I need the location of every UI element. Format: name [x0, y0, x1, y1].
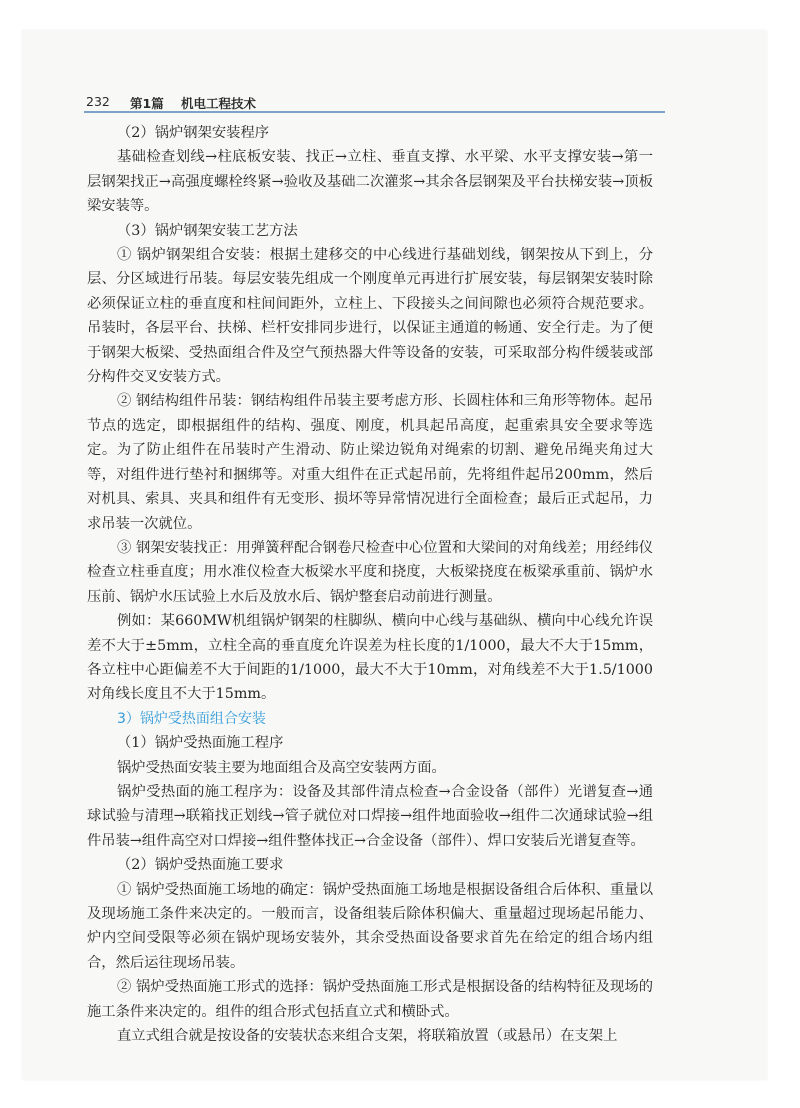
- paragraph: 例如：某660MW机组锅炉钢架的柱脚纵、横向中心线与基础纵、横向中心线允许误差不大于±5mm，立柱全高的垂直度允许误差为柱长度的1/1000，最大不大于15mm，各立柱中心距偏差不大于间距的1/1000，最大不大于10mm，对角线差不大于1.5/1000对角线长度且不大于15mm。: [87, 613, 653, 703]
- part-label: 第1篇: [130, 96, 164, 111]
- paragraph: 锅炉受热面安装主要为地面组合及高空安装两方面。: [117, 759, 446, 776]
- section-heading: 3）锅炉受热面组合安装: [117, 710, 266, 727]
- part-title: 机电工程技术: [181, 96, 257, 111]
- page-number: 232: [86, 94, 110, 109]
- subsection-heading: （2）锅炉受热面施工要求: [117, 857, 284, 874]
- paragraph: 锅炉受热面的施工程序为：设备及其部件清点检查→合金设备（部件）光谱复查→通球试验与清理→联箱找正划线→管子就位对口焊接→组件地面验收→组件二次通球试验→组件吊装→组件高空对口焊接→组件整体找正→合金设备（部件）、焊口安装后光谱复查等。: [87, 783, 653, 849]
- subsection-heading: （1）锅炉受热面施工程序: [117, 735, 284, 752]
- subsection-heading: （3）锅炉钢架安装工艺方法: [117, 222, 298, 239]
- body-text: [87, 121, 653, 1048]
- header-rule: [84, 111, 665, 113]
- paragraph: ① 锅炉钢架组合安装：根据土建移交的中心线进行基础划线，钢架按从下到上，分层、分区域进行吊装。每层安装先组成一个刚度单元再进行扩展安装，每层钢架安装时除必须保证立柱的垂直度和柱间间距外，立柱上、下段接头之间间隙也必须符合规范要求。吊装时，各层平台、扶梯、栏杆安排同步进行，以保证主通道的畅通、安全行走。为了便于钢架大板梁、受热面组合件及空气预热器大件等设备的安装，可采取部分构件缓装或部分构件交叉安装方式。: [87, 247, 653, 386]
- paragraph: ② 锅炉受热面施工形式的选择：锅炉受热面施工形式是根据设备的结构特征及现场的施工条件来决定的。组件的组合形式包括直立式和横卧式。: [87, 979, 653, 1020]
- paragraph: ③ 钢架安装找正：用弹簧秤配合钢卷尺检查中心位置和大梁间的对角线差；用经纬仪检查立柱垂直度；用水准仪检查大板梁水平度和挠度，大板梁挠度在板梁承重前、锅炉水压前、锅炉水压试验上水后及放水后、锅炉整套启动前进行测量。: [87, 539, 653, 605]
- subsection-heading: （2）锅炉钢架安装程序: [117, 125, 270, 141]
- paragraph: 直立式组合就是按设备的安装状态来组合支架，将联箱放置（或悬吊）在支架上: [117, 1028, 618, 1045]
- paragraph: ① 锅炉受热面施工场地的确定：锅炉受热面施工场地是根据设备组合后体积、重量以及现场施工条件来决定的。一般而言，设备组装后除体积偏大、重量超过现场起吊能力、炉内空间受限等必须在锅炉现场安装外，其余受热面设备要求首先在给定的组合场内组合，然后运往现场吊装。: [87, 881, 653, 971]
- paragraph: ② 钢结构组件吊装：钢结构组件吊装主要考虑方形、长圆柱体和三角形等物体。起吊节点的选定，即根据组件的结构、强度、刚度，机具起吊高度，起重索具安全要求等选定。为了防止组件在吊装时产生滑动、防止梁边锐角对绳索的切割、避免吊绳夹角过大等，对组件进行垫衬和捆绑等。对重大组件在正式起吊前，先将组件起吊200mm，然后对机具、索具、夹具和组件有无变形、损坏等异常情况进行全面检查；最后正式起吊，力求吊装一次就位。: [87, 393, 653, 532]
- paragraph: 基础检查划线→柱底板安装、找正→立柱、垂直支撑、水平梁、水平支撑安装→第一层钢架找正→高强度螺栓终紧→验收及基础二次灌浆→其余各层钢架及平台扶梯安装→顶板梁安装等。: [87, 149, 653, 215]
